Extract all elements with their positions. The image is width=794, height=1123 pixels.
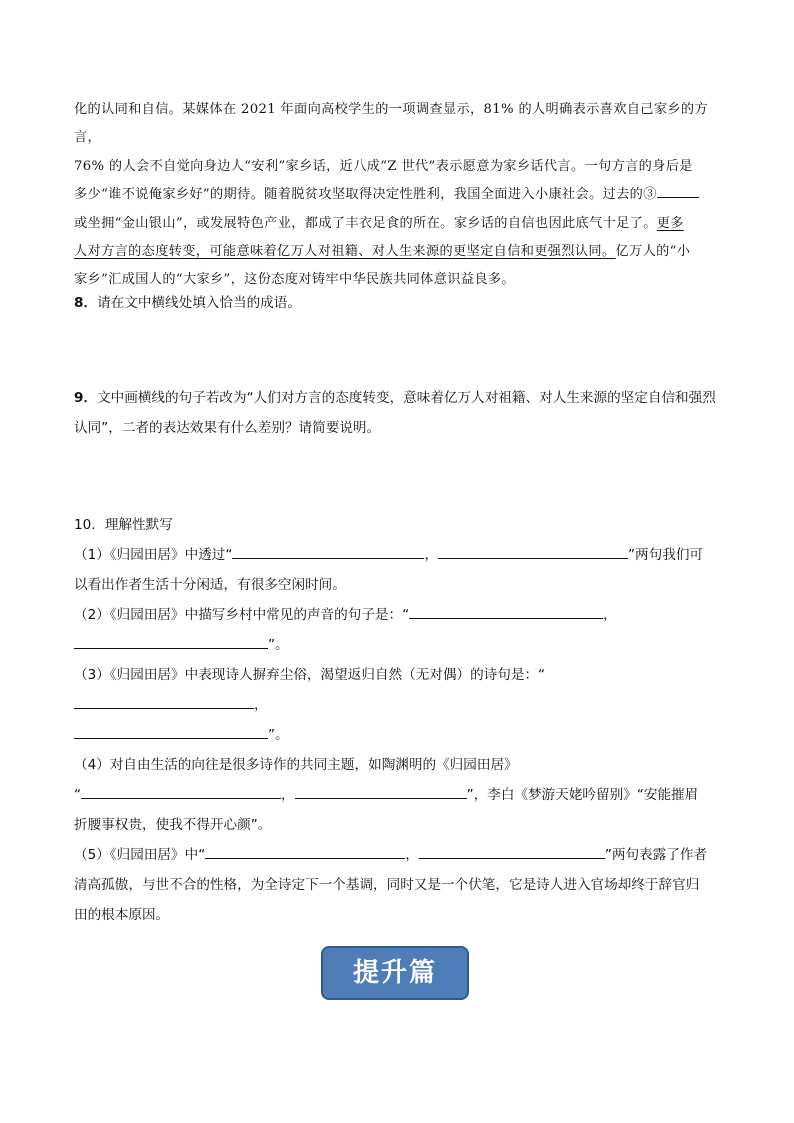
underlined-sentence: 人对方言的态度转变，可能意味着亿万人对祖籍、对人生来源的更坚定自信和更强烈认同。: [74, 244, 616, 260]
question-text: 请在文中横线处填入恰当的成语。: [97, 295, 301, 311]
passage-line: 或坐拥“金山银山”，或发展特色产业，都成了丰衣足食的所在。家乡话的自信也因此底气十足了。更多: [74, 215, 684, 231]
sub-question-2: （2）《归园田居》中描写乡村中常见的声音的句子是：“ ，: [74, 607, 617, 623]
passage-line: 化的认同和自信。某媒体在 2021 年面向高校学生的一项调查显示，81% 的人明确表示喜欢自己家乡的方言，: [74, 102, 708, 146]
sub-question-5-end: 田的根本原因。: [74, 907, 170, 923]
sub-question-5: （5）《归园田居》中“ ， ”两句表露了作者: [74, 847, 708, 863]
passage-line: 76% 的人会不自觉向身边人“安利”家乡话，近八成“Z 世代”表示愿意为家乡话代言。一句方言的身后是: [74, 158, 693, 174]
answer-blank[interactable]: [232, 557, 424, 559]
passage-line: 家乡”汇成国人的“大家乡”，这份态度对铸牢中华民族共同体意识益良多。: [74, 272, 515, 288]
sub-question-4-end: 折腰事权贵，使我不得开心颜”。: [74, 817, 272, 833]
sub-question-5-cont: 清高孤傲，与世不合的性格，为全诗定下一个基调，同时又是一个伏笔，它是诗人进入官场却终于辞官归: [74, 877, 700, 893]
answer-blank-3[interactable]: [657, 196, 699, 198]
sub-question-4: （4）对自由生活的向往是很多诗作的共同主题，如陶渊明的《归园田居》: [74, 757, 518, 773]
question-number: 9．: [74, 390, 98, 406]
passage-line: 人对方言的态度转变，可能意味着亿万人对祖籍、对人生来源的更坚定自信和更强烈认同。亿万人的“小: [74, 244, 691, 260]
question-number: 8．: [74, 295, 98, 311]
sub-question-3-cont: ”。: [74, 720, 724, 750]
sub-question-3: （3）《归园田居》中表现诗人摒弃尘俗，渴望返归自然（无对偶）的诗句是：“，: [74, 667, 546, 713]
answer-blank[interactable]: [419, 857, 605, 859]
question-title: 10．理解性默写: [74, 517, 173, 533]
answer-blank[interactable]: [81, 797, 281, 799]
sub-question-2-cont: ”。: [74, 630, 724, 660]
answer-blank[interactable]: [295, 797, 467, 799]
passage-line: 多少“谁不说俺家乡好”的期待。随着脱贫攻坚取得决定性胜利，我国全面进入小康社会。过去的③: [74, 181, 722, 209]
question-text: 文中画横线的句子若改为“人们对方言的态度转变，意味着亿万人对祖籍、对人生来源的坚定自信和强烈: [97, 390, 716, 406]
answer-blank[interactable]: [438, 557, 628, 559]
sub-question-4-cont: “ ， ”，李白《梦游天姥吟留别》“安能摧眉: [74, 787, 699, 803]
question-10: [74, 510, 724, 930]
answer-blank[interactable]: [74, 737, 268, 739]
answer-blank[interactable]: [205, 857, 405, 859]
underlined-sentence-start: 更多: [656, 215, 684, 231]
question-9: [74, 383, 724, 443]
question-8: [74, 288, 724, 318]
answer-blank[interactable]: [74, 707, 254, 709]
sub-question-1: （1）《归园田居》中透过“ ， ”两句我们可: [74, 547, 704, 563]
question-text: 认同”，二者的表达效果有什么差别？请简要说明。: [74, 420, 381, 436]
sub-question-1-cont: 以看出作者生活十分闲适，有很多空闲时间。: [74, 577, 346, 593]
answer-blank[interactable]: [409, 617, 603, 619]
reading-passage: [74, 96, 722, 295]
answer-blank[interactable]: [74, 647, 268, 649]
section-banner: 提升篇: [321, 946, 469, 1000]
